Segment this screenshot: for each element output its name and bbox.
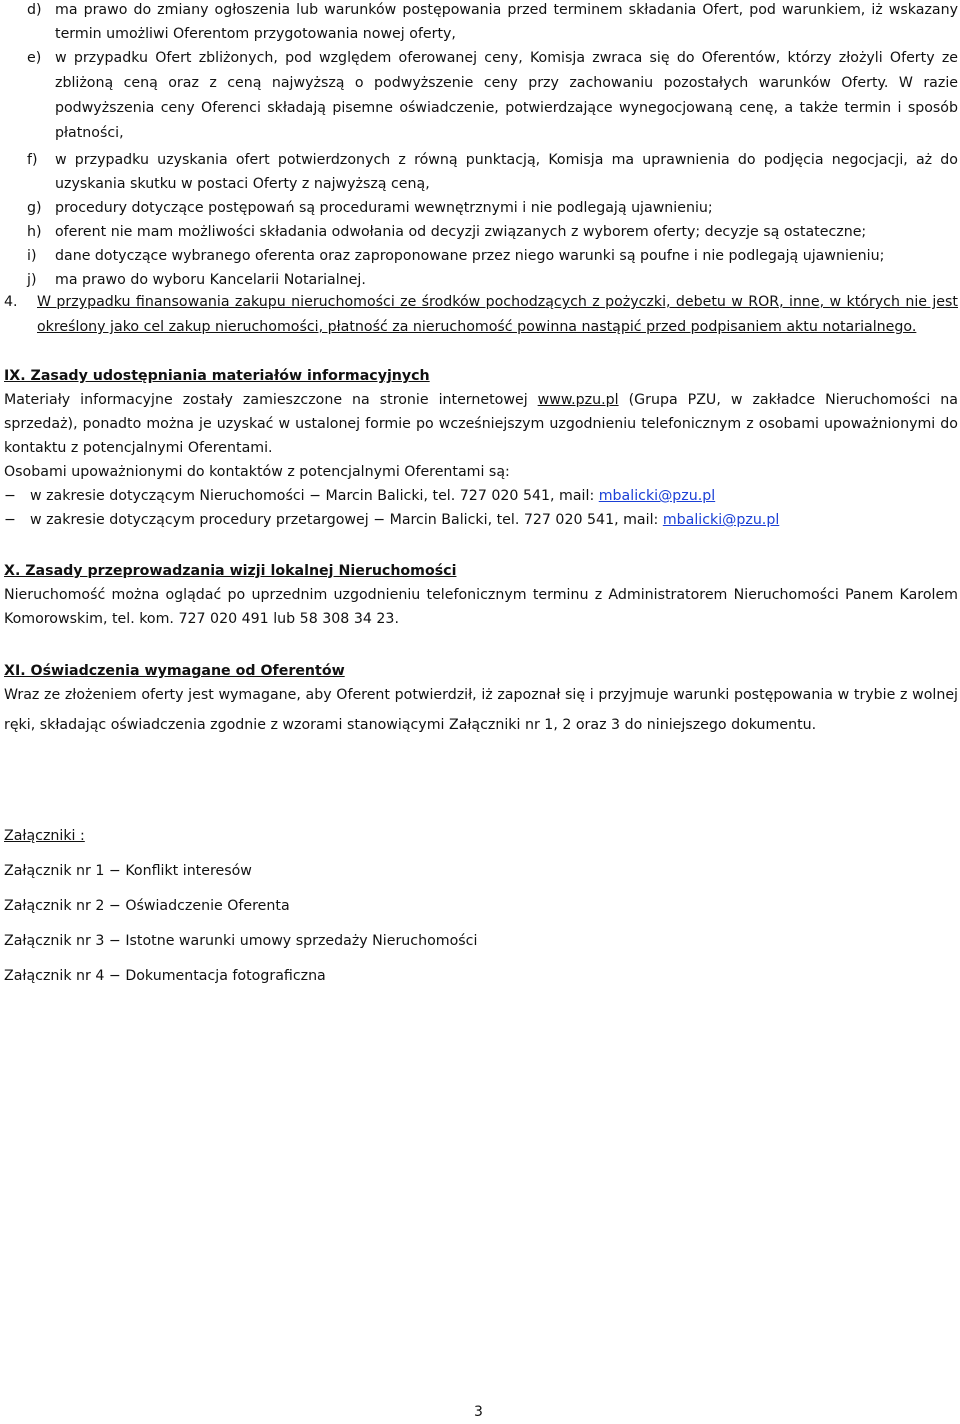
- section-9-heading: IX. Zasady udostępniania materiałów informacyjnych: [4, 368, 430, 384]
- point-4-label: 4.: [4, 294, 18, 310]
- point-4-text: W przypadku finansowania zakupu nieruchomości ze środków pochodzących z pożyczki, debetu w ROR, inne, w których nie jest określony jako cel zakup nieruchomości, płatność za nieruchomość powinna nastąpić przed podpisaniem aktu notarialnego.: [37, 294, 958, 335]
- list-item-text: oferent nie mam możliwości składania odwołania od decyzji związanych z wyborem oferty; decyzje są ostateczne;: [55, 224, 867, 240]
- list-item-text: w przypadku uzyskania ofert potwierdzonych z równą punktacją, Komisja ma uprawnienia do podjęcia negocjacji, aż do uzyskania skutku w postaci Oferty z najwyższą ceną,: [55, 152, 958, 192]
- list-item-g: [4, 196, 958, 220]
- list-item-e: [4, 46, 958, 146]
- attachments-title: Załączniki :: [4, 828, 85, 844]
- point-4: [4, 290, 958, 340]
- contact-text: w zakresie dotyczącym procedury przetargowej − Marcin Balicki, tel. 727 020 541, mail:: [30, 512, 663, 528]
- list-item-label: j): [27, 272, 37, 288]
- contacts-intro: Osobami upoważnionymi do kontaktów z potencjalnymi Oferentami są:: [4, 464, 510, 480]
- email-link[interactable]: mbalicki@pzu.pl: [598, 488, 716, 504]
- dash-bullet: −: [4, 512, 16, 528]
- section-10-paragraph: Nieruchomość można oglądać po uprzednim uzgodnieniu telefonicznym terminu z Administratorem Nieruchomości Panem Karolem Komorowskim, tel. kom. 727 020 491 lub 58 308 34 23.: [4, 587, 958, 627]
- list-item-h: [4, 220, 958, 244]
- list-item-i: [4, 244, 958, 268]
- list-item-text: procedury dotyczące postępowań są procedurami wewnętrznymi i nie podlegają ujawnieniu;: [55, 200, 713, 216]
- dash-bullet: −: [4, 488, 16, 504]
- list-item-text: dane dotyczące wybranego oferenta oraz zaproponowane przez niego warunki są poufne i nie podlegają ujawnieniu;: [55, 248, 885, 264]
- section-10-heading: X. Zasady przeprowadzania wizji lokalnej Nieruchomości: [4, 563, 457, 579]
- attachment-item-4: Załącznik nr 4 − Dokumentacja fotograficzna: [4, 968, 326, 984]
- contact-text: w zakresie dotyczącym Nieruchomości − Marcin Balicki, tel. 727 020 541, mail:: [30, 488, 599, 504]
- page-number: 3: [474, 1404, 483, 1420]
- contact-line-procedure: [4, 508, 958, 532]
- pzu-website-link[interactable]: www.pzu.pl: [537, 392, 619, 408]
- list-item-label: f): [27, 152, 38, 168]
- list-item-label: h): [27, 224, 42, 240]
- attachment-item-1: Załącznik nr 1 − Konflikt interesów: [4, 863, 252, 879]
- list-item-label: d): [27, 2, 42, 18]
- list-item-text: ma prawo do zmiany ogłoszenia lub warunków postępowania przed terminem składania Ofert, pod warunkiem, iż wskazany termin umożliwi Oferentom przygotowania nowej oferty,: [55, 2, 958, 42]
- list-item-label: g): [27, 200, 42, 216]
- section-9-paragraph: [4, 388, 958, 460]
- list-item-label: e): [27, 50, 42, 66]
- section-11-paragraph: Wraz ze złożeniem oferty jest wymagane, aby Oferent potwierdził, iż zapoznał się i przyjmuje warunki postępowania w trybie z wolnej ręki, składając oświadczenia zgodnie z wzorami stanowiącymi Załączniki nr 1, 2 oraz 3 do niniejszego dokumentu.: [4, 687, 958, 733]
- section-9-text-after: (Grupa PZU, w zakładce Nieruchomości na sprzedaż), ponadto można je uzyskać w ustalonej formie po wcześniejszym uzgodnieniu telefonicznym z osobami upoważnionymi do kontaktu z potencjalnymi Oferentami.: [4, 392, 958, 456]
- attachment-item-2: Załącznik nr 2 − Oświadczenie Oferenta: [4, 898, 290, 914]
- list-item-d: [4, 0, 958, 46]
- contact-line-property: [4, 484, 958, 508]
- list-item-text: w przypadku Ofert zbliżonych, pod względem oferowanej ceny, Komisja zwraca się do Oferentów, którzy złożyli Oferty ze zbliżoną ceną oraz z ceną najwyższą o podwyższenie ceny przy zachowaniu pozostałych warunków Oferty. W razie podwyższenia ceny Oferenci składają pisemne oświadczenie, potwierdzające wynegocjowaną cenę, a także termin i sposób płatności,: [55, 50, 958, 141]
- list-item-text: ma prawo do wyboru Kancelarii Notarialnej.: [55, 272, 366, 288]
- list-item-j: [4, 268, 958, 292]
- section-9-text-before: Materiały informacyjne zostały zamieszczone na stronie internetowej: [4, 392, 538, 408]
- list-item-label: i): [27, 248, 37, 264]
- document-page: [4, 0, 958, 988]
- email-link[interactable]: mbalicki@pzu.pl: [662, 512, 780, 528]
- section-11-heading: XI. Oświadczenia wymagane od Oferentów: [4, 663, 345, 679]
- attachment-item-3: Załącznik nr 3 − Istotne warunki umowy sprzedaży Nieruchomości: [4, 933, 478, 949]
- list-item-f: [4, 148, 958, 196]
